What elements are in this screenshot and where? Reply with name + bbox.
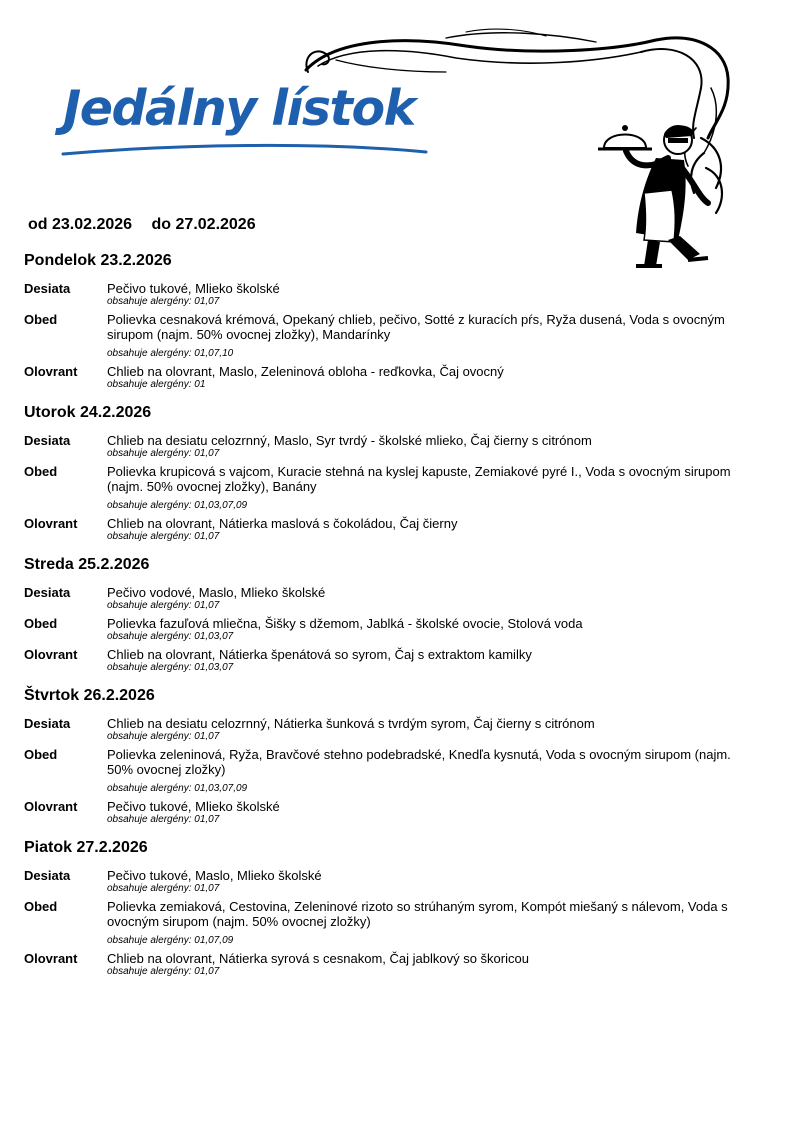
page-title: Jedálny lístok (63, 80, 415, 137)
meal-row (24, 868, 744, 895)
meal-label: Olovrant (24, 647, 78, 662)
meal-text: Polievka krupicová s vajcom, Kuracie stehná na kyslej kapuste, Zemiakové pyré I., Voda s ovocným sirupom (najm. 50% ovocnej zložky), Banány (107, 464, 731, 494)
meal-row (24, 616, 744, 643)
meal-text: Chlieb na olovrant, Nátierka špenátová so syrom, Čaj s extraktom kamilky (107, 647, 532, 662)
day-title: Streda 25.2.2026 (24, 556, 150, 573)
meal-allergens: obsahuje alergény: 01,07 (107, 814, 220, 825)
meal-row (24, 516, 744, 543)
meal-allergens: obsahuje alergény: 01,03,07,09 (107, 783, 248, 794)
meal-body (107, 464, 744, 512)
meal-body (107, 281, 744, 308)
meal-row (24, 716, 744, 743)
day-section (24, 837, 744, 978)
meal-label: Obed (24, 616, 58, 631)
date-range (28, 216, 256, 234)
meal-label: Olovrant (24, 799, 78, 814)
day-title: Pondelok 23.2.2026 (24, 252, 172, 269)
meal-text: Polievka zeleninová, Ryža, Bravčové stehno podebradské, Knedľa kysnutá, Voda s ovocným sirupom (najm. 50% ovocnej zložky) (107, 747, 731, 777)
meal-allergens: obsahuje alergény: 01,07,09 (107, 935, 234, 946)
meal-body (107, 585, 744, 612)
meal-text: Chlieb na olovrant, Nátierka maslová s čokoládou, Čaj čierny (107, 516, 458, 531)
meal-row (24, 464, 744, 512)
meal-allergens: obsahuje alergény: 01,07 (107, 448, 220, 459)
meal-text: Polievka fazuľová mliečna, Šišky s džemom, Jablká - školské ovocie, Stolová voda (107, 616, 583, 631)
meal-label: Desiata (24, 281, 71, 296)
meal-label: Obed (24, 899, 58, 914)
meal-row (24, 799, 744, 826)
meal-label: Desiata (24, 868, 71, 883)
meal-text: Pečivo tukové, Mlieko školské (107, 799, 280, 814)
day-title: Štvrtok 26.2.2026 (24, 687, 155, 704)
meal-label: Olovrant (24, 364, 78, 379)
day-section (24, 250, 744, 391)
meal-allergens: obsahuje alergény: 01,07 (107, 296, 220, 307)
meal-text: Pečivo tukové, Mlieko školské (107, 281, 280, 296)
meal-allergens: obsahuje alergény: 01,07 (107, 883, 220, 894)
day-title: Utorok 24.2.2026 (24, 404, 152, 421)
meal-text: Chlieb na olovrant, Nátierka syrová s cesnakom, Čaj jablkový so škoricou (107, 951, 529, 966)
meal-row (24, 312, 744, 360)
day-title: Piatok 27.2.2026 (24, 839, 148, 856)
meal-body (107, 312, 744, 360)
meal-body (107, 364, 744, 391)
day-section (24, 402, 744, 543)
meal-row (24, 585, 744, 612)
meal-body (107, 799, 744, 826)
meal-label: Olovrant (24, 951, 78, 966)
meal-label: Obed (24, 312, 58, 327)
meal-allergens: obsahuje alergény: 01,03,07 (107, 662, 234, 673)
meal-text: Polievka zemiaková, Cestovina, Zeleninové rizoto so strúhaným syrom, Kompót miešaný s nálevom, Voda s ovocným sirupom (najm. 50% ovocnej zložky) (107, 899, 728, 929)
meal-allergens: obsahuje alergény: 01,07,10 (107, 348, 234, 359)
meal-allergens: obsahuje alergény: 01,07 (107, 531, 220, 542)
meal-allergens: obsahuje alergény: 01 (107, 379, 206, 390)
meal-text: Chlieb na olovrant, Maslo, Zeleninová obloha - reďkovka, Čaj ovocný (107, 364, 504, 379)
meal-allergens: obsahuje alergény: 01,07 (107, 600, 220, 611)
meal-body (107, 616, 744, 643)
meal-text: Chlieb na desiatu celozrnný, Maslo, Syr tvrdý - školské mlieko, Čaj čierny s citrónom (107, 433, 592, 448)
meal-label: Obed (24, 747, 58, 762)
day-section (24, 554, 744, 674)
meal-allergens: obsahuje alergény: 01,07 (107, 966, 220, 977)
meal-label: Desiata (24, 433, 71, 448)
meal-allergens: obsahuje alergény: 01,03,07 (107, 631, 234, 642)
meal-row (24, 364, 744, 391)
date-to: do 27.02.2026 (151, 216, 256, 233)
day-section (24, 685, 744, 826)
meal-allergens: obsahuje alergény: 01,07 (107, 731, 220, 742)
waiter-illustration (296, 28, 746, 273)
meal-row (24, 433, 744, 460)
meal-text: Pečivo tukové, Maslo, Mlieko školské (107, 868, 322, 883)
meal-label: Obed (24, 464, 58, 479)
meal-row (24, 747, 744, 795)
date-from: od 23.02.2026 (28, 216, 133, 233)
meal-row (24, 281, 744, 308)
meal-allergens: obsahuje alergény: 01,03,07,09 (107, 500, 248, 511)
meal-text: Polievka cesnaková krémová, Opekaný chlieb, pečivo, Sotté z kuracích pŕs, Ryža dusená, Voda s ovocným sirupom (najm. 50% ovocnej zložky), Mandarínky (107, 312, 725, 342)
meal-label: Desiata (24, 716, 71, 731)
meal-row (24, 899, 744, 947)
meal-label: Desiata (24, 585, 71, 600)
meal-body (107, 951, 744, 978)
meal-text: Chlieb na desiatu celozrnný, Nátierka šunková s tvrdým syrom, Čaj čierny s citrónom (107, 716, 595, 731)
meal-text: Pečivo vodové, Maslo, Mlieko školské (107, 585, 326, 600)
meal-body (107, 716, 744, 743)
meal-row (24, 647, 744, 674)
meal-body (107, 516, 744, 543)
meal-body (107, 433, 744, 460)
meal-body (107, 647, 744, 674)
meal-body (107, 899, 744, 947)
meal-body (107, 747, 744, 795)
meal-row (24, 951, 744, 978)
meal-body (107, 868, 744, 895)
meal-label: Olovrant (24, 516, 78, 531)
menu-days (24, 250, 744, 978)
